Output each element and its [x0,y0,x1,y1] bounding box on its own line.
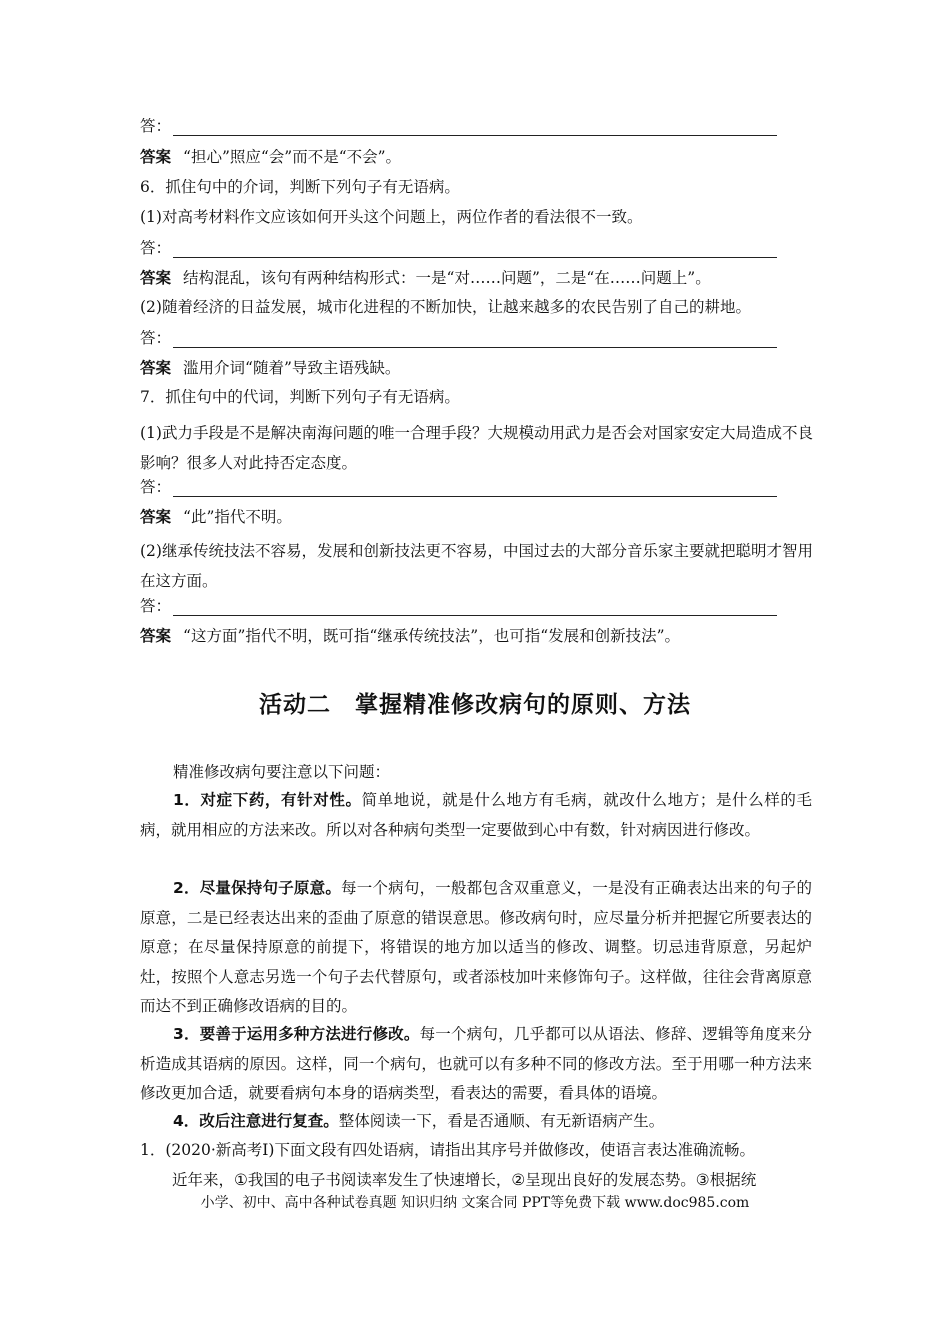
answer-prompt: 答： [140,117,172,135]
answer-line [140,116,820,136]
principle-heading: 4．改后注意进行复查。 [173,1112,339,1130]
answer-blank [173,121,777,136]
answer-line [140,596,820,616]
answer-blank [173,482,777,497]
answer-text: “这方面”指代不明，既可指“继承传统技法”，也可指“发展和创新技法”。 [183,627,681,645]
principle-body: 简单地说，就是什么地方有毛病，就改什么地方；是什么样的毛病，就用相应的方法来改。所以对各种病句类型一定要做到心中有数，针对病因进行修改。 [140,791,812,839]
answer-7-1 [140,507,820,527]
principle-body: 整体阅读一下，看是否通顺、有无新语病产生。 [338,1112,665,1130]
answer-prompt: 答： [140,239,172,257]
question-7-2: (2)继承传统技法不容易，发展和创新技法更不容易，中国过去的大部分音乐家主要就把聪明才智用在这方面。 [140,542,813,590]
answer-prompt: 答： [140,478,172,496]
answer-blank [173,333,777,348]
principle-3 [140,1020,812,1109]
principle-body: 每一个病句，几乎都可以从语法、修辞、逻辑等角度来分析造成其语病的原因。这样，同一个病句，也就可以有多种不同的修改方法。至于用哪一种方法来修改更加合适，就要看病句本身的语病类型，看表达的需要，看具体的语境。 [140,1025,812,1102]
answer-blank [173,601,777,616]
question-6-2: (2)随着经济的日益发展，城市化进程的不断加快，让越来越多的农民告别了自己的耕地。 [140,298,751,316]
answer-line [140,477,820,497]
question-7-1: (1)武力手段是不是解决南海问题的唯一合理手段？大规模动用武力是否会对国家安定大局造成不良影响？很多人对此持否定态度。 [140,424,813,472]
question-6: 6．抓住句中的介词，判断下列句子有无语病。 [140,178,460,196]
answer-7-2 [140,626,820,646]
answer-label: 答案 [140,148,172,166]
section-title: 活动二 掌握精准修改病句的原则、方法 [259,692,691,718]
answer-label: 答案 [140,269,172,287]
principle-heading: 2．尽量保持句子原意。 [173,879,342,897]
question-7: 7．抓住句中的代词，判断下列句子有无语病。 [140,388,460,406]
question-6-1: (1)对高考材料作文应该如何开头这个问题上，两位作者的看法很不一致。 [140,208,643,226]
page-footer: 小学、初中、高中各种试卷真题 知识归纳 文案合同 PPT等免费下载 www.doc985.com [200,1195,750,1211]
answer-5 [140,147,820,167]
answer-text: 结构混乱，该句有两种结构形式：一是“对……问题”，二是“在……问题上”。 [183,269,711,287]
answer-text: “担心”照应“会”而不是“不会”。 [183,148,402,166]
principle-heading: 1．对症下药，有针对性。 [173,791,362,809]
answer-label: 答案 [140,359,172,377]
answer-6-1 [140,268,820,288]
principle-4 [140,1107,812,1137]
answer-prompt: 答： [140,597,172,615]
answer-text: 滥用介词“随着”导致主语残缺。 [183,359,401,377]
principle-2 [140,874,812,1022]
exercise-question-1: 1．(2020·新高考Ⅰ)下面文段有四处语病，请指出其序号并做修改，使语言表达准确流畅。 [140,1141,755,1159]
exercise-passage: 近年来，①我国的电子书阅读率发生了快速增长，②呈现出良好的发展态势。③根据统 [172,1171,757,1189]
answer-blank [173,243,777,258]
answer-text: “此”指代不明。 [183,508,292,526]
answer-line [140,328,820,348]
answer-label: 答案 [140,627,172,645]
principle-1 [140,786,812,845]
answer-prompt: 答： [140,329,172,347]
section-intro: 精准修改病句要注意以下问题： [173,763,391,781]
answer-label: 答案 [140,508,172,526]
answer-6-2 [140,358,820,378]
principle-body: 每一个病句，一般都包含双重意义，一是没有正确表达出来的句子的原意，二是已经表达出来的歪曲了原意的错误意思。修改病句时，应尽量分析并把握它所要表达的原意；在尽量保持原意的前提下，将错误的地方加以适当的修改、调整。切忌违背原意，另起炉灶，按照个人意志另选一个句子去代替原句，或者添枝加叶来修饰句子。这样做，往往会背离原意而达不到正确修改语病的目的。 [140,879,812,1015]
principle-heading: 3．要善于运用多种方法进行修改。 [173,1025,420,1043]
answer-line [140,238,820,258]
